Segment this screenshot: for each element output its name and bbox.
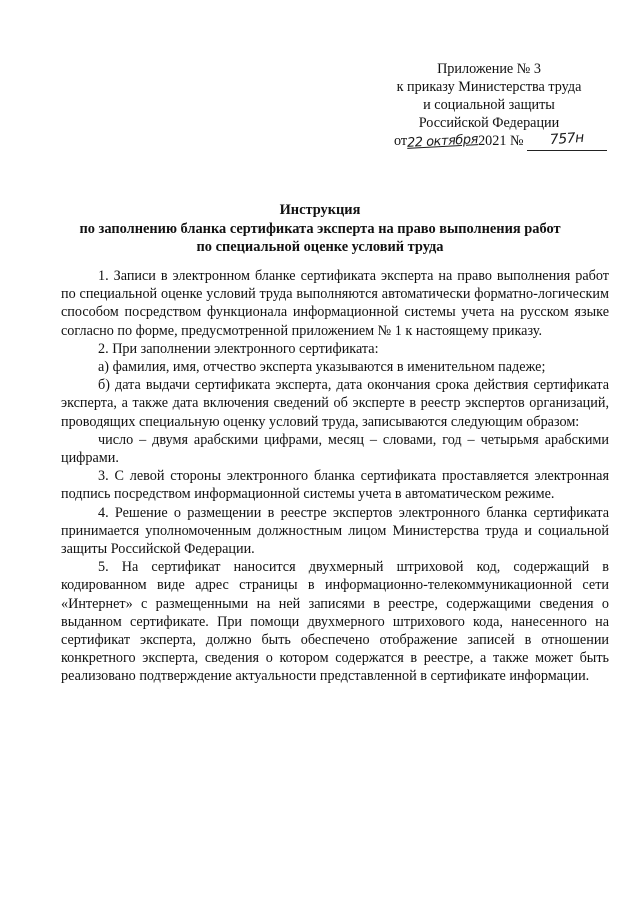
handwritten-date: 22 октября: [406, 132, 479, 151]
appendix-country-line: Российской Федерации: [418, 115, 560, 131]
date-prefix: от: [394, 133, 408, 149]
paragraph-2b-format: число – двумя арабскими цифрами, месяц – словами, год – четырьмя арабскими цифрами.: [61, 431, 609, 467]
title-line-2: по заполнению бланка сертификата эксперта на право выполнения работ: [79, 220, 561, 237]
title-line-1: Инструкция: [279, 202, 361, 218]
date-year: 2021 №: [478, 133, 524, 149]
handwritten-order-number: 757н: [549, 129, 585, 149]
paragraph-2a: а) фамилия, имя, отчество эксперта указываются в именительном падеже;: [98, 359, 546, 376]
title-line-3: по специальной оценке условий труда: [196, 239, 444, 255]
appendix-date-line: [394, 129, 594, 151]
paragraph-4: 4. Решение о размещении в реестре экспертов электронного бланка сертификата принимается уполномоченным должностным лицом Министерства труда и социальной защиты Российской Федерации.: [61, 504, 609, 558]
document-body: [61, 267, 609, 686]
appendix-number: Приложение № 3: [437, 61, 541, 77]
paragraph-5: 5. На сертификат наносится двухмерный штриховой код, содержащий в кодированном виде адрес страницы в информационно-телекоммуникационной сети «Интернет» с размещенными на ней записями в реестре, содержащими сведения о выданном сертификате. При помощи двухмерного штрихового кода, нанесенного на сертификат эксперта, должно быть обеспечено отображение записей в отношении конкретного эксперта, сведения о котором содержатся в реестре, а также может быть реализовано подтверждение актуальности представленной в сертификате информации.: [61, 559, 609, 685]
paragraph-3: 3. С левой стороны электронного бланка сертификата проставляется электронная подпись посредством информационной системы учета в автоматическом режиме.: [61, 468, 609, 503]
paragraph-2: 2. При заполнении электронного сертификата:: [98, 340, 379, 357]
appendix-ministry-line: и социальной защиты: [423, 97, 555, 113]
appendix-header: [384, 60, 594, 151]
paragraph-2b: б) дата выдачи сертификата эксперта, дата окончания срока действия сертификата эксперта, а также дата включения сведений об эксперте в реестр экспертов организаций, проводящих специальную оценку условий труда, записываются следующим образом:: [61, 377, 609, 430]
paragraph-1: 1. Записи в электронном бланке сертификата эксперта на право выполнения работ по специальной оценке условий труда выполняются автоматически форматно-логическим способом посредством функционала информационной системы учета на русском языке согласно по форме, предусмотренной приложением № 1 к настоящему приказу.: [61, 268, 609, 339]
order-number-blank: [527, 129, 607, 151]
appendix-order-ref: к приказу Министерства труда: [396, 79, 582, 95]
document-title: [40, 201, 600, 257]
